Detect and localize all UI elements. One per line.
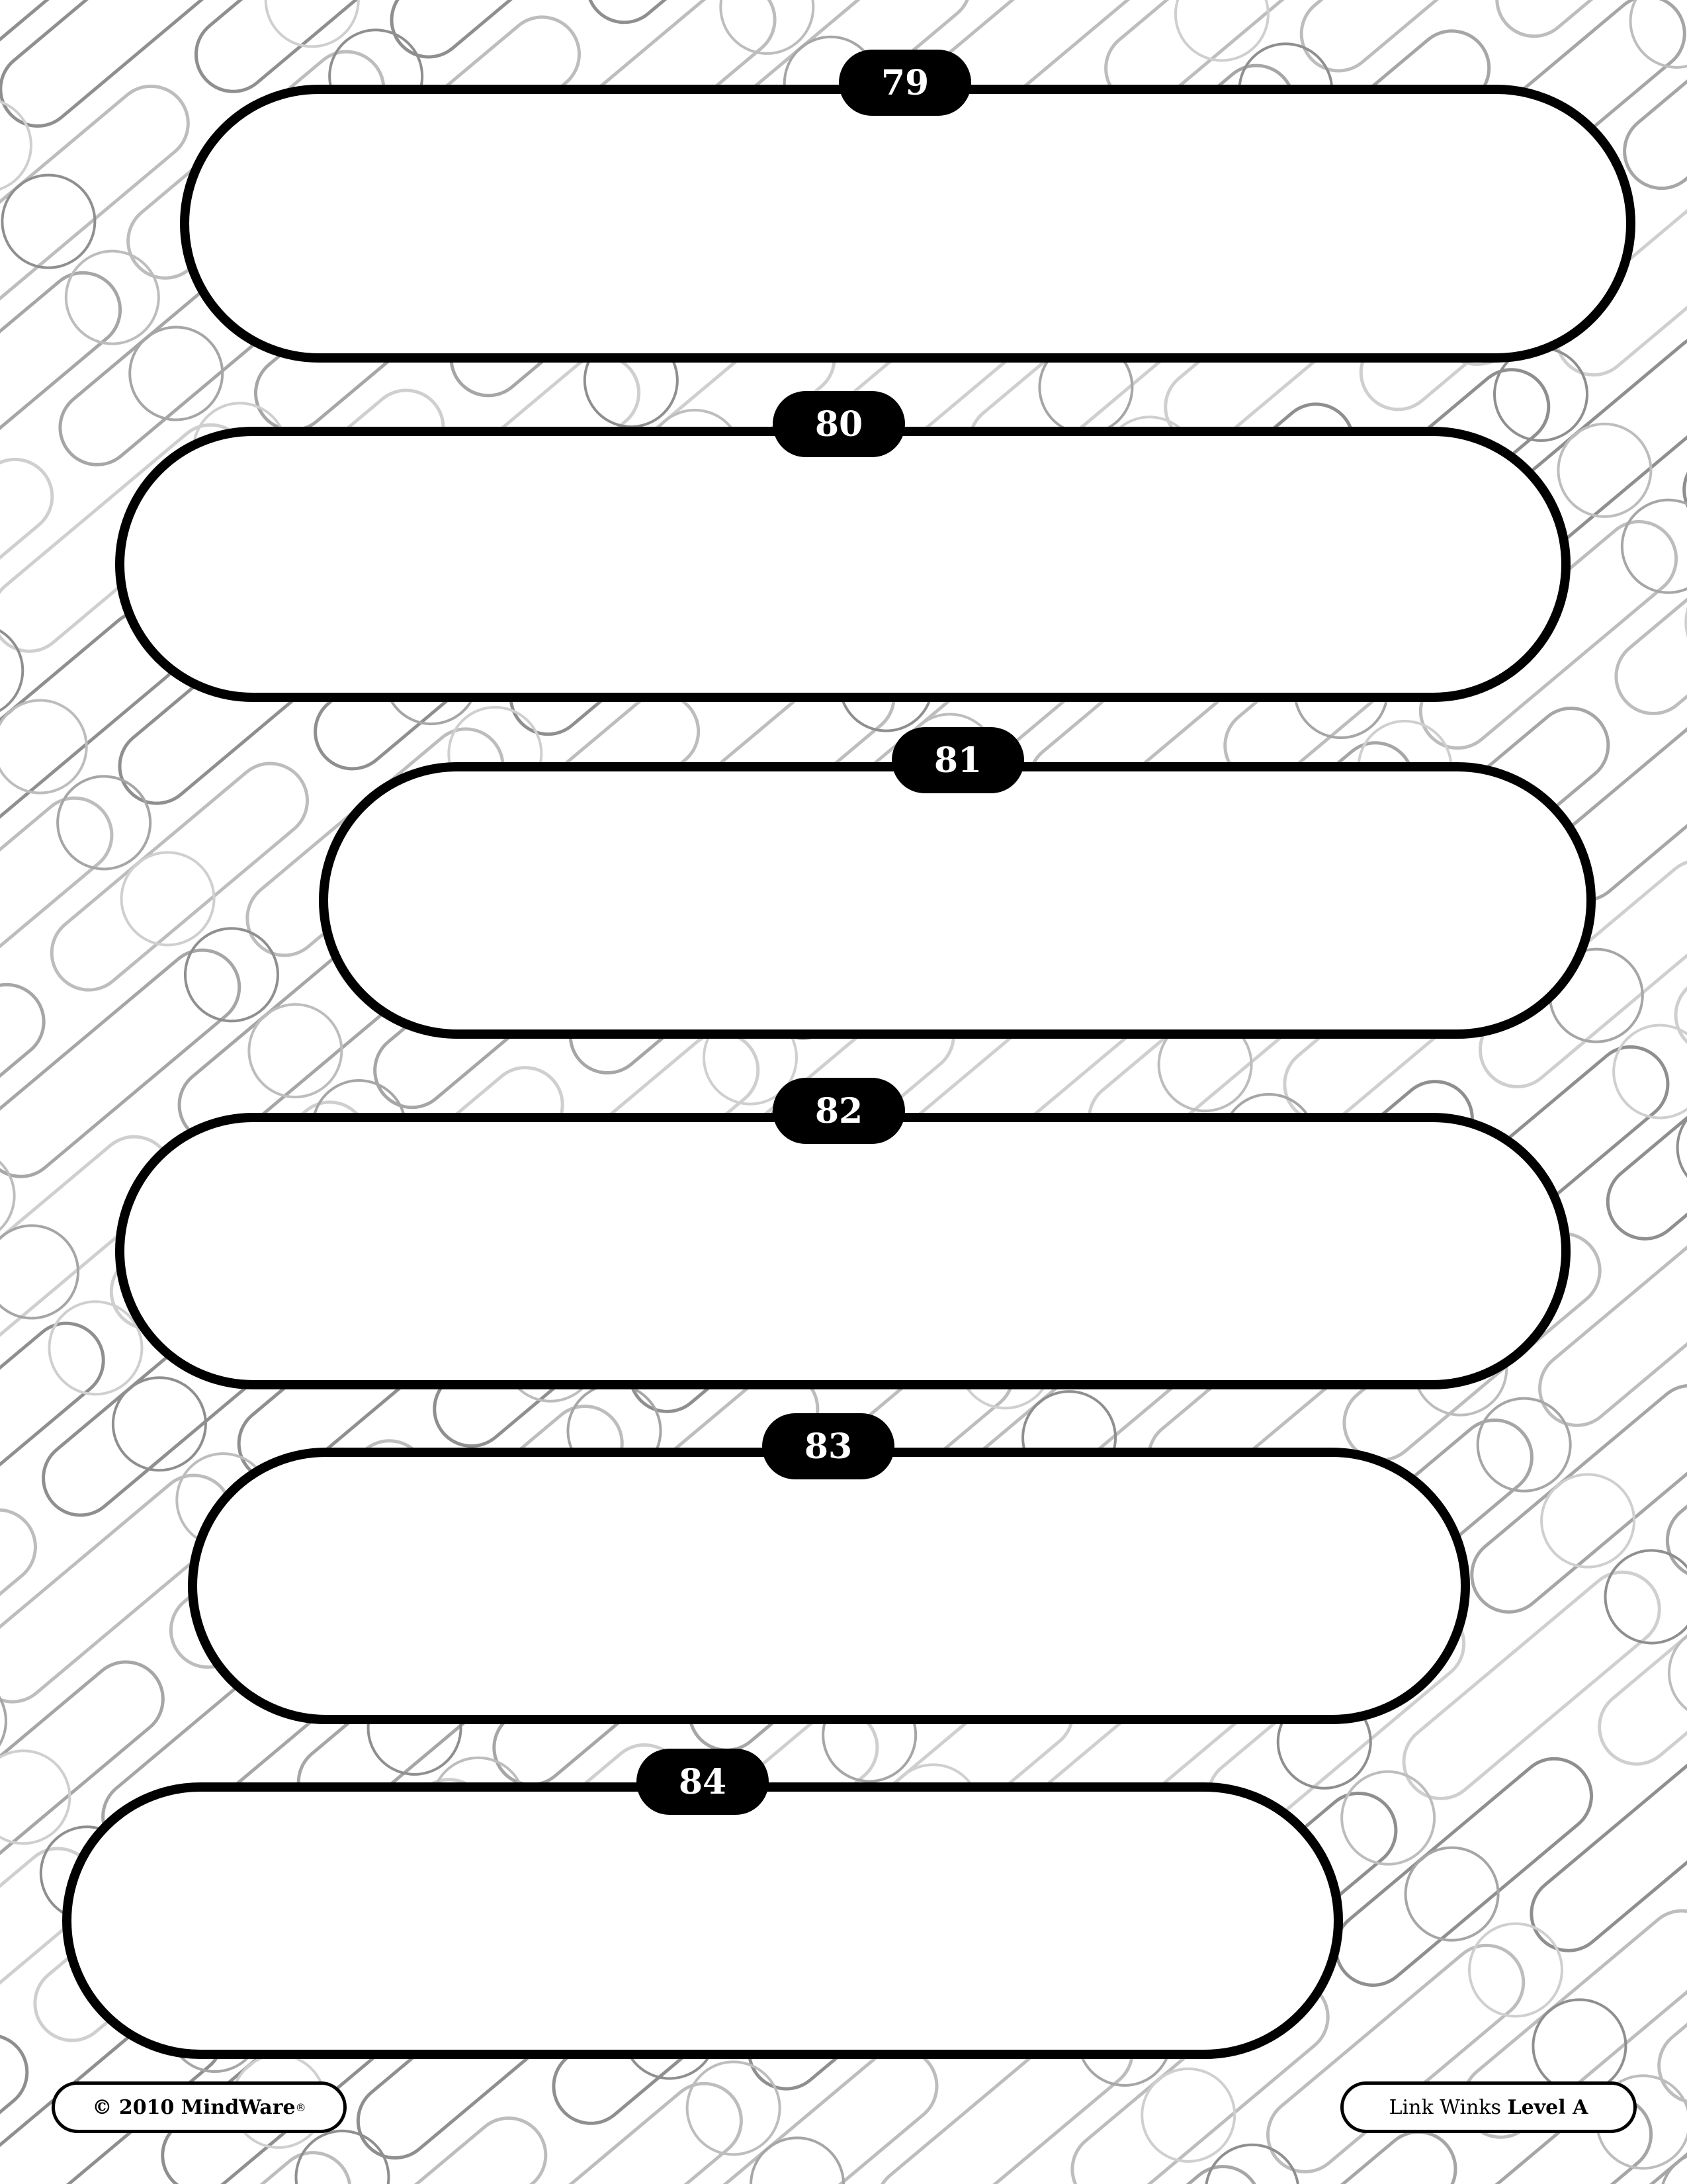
level-label: Level A bbox=[1507, 2095, 1588, 2119]
puzzle-84-card bbox=[62, 1782, 1343, 2059]
puzzle-number-badge: 83 bbox=[762, 1413, 894, 1479]
puzzle-number-badge: 84 bbox=[636, 1749, 769, 1815]
puzzle-79-card bbox=[180, 85, 1635, 363]
puzzle-83-card bbox=[188, 1448, 1470, 1724]
registered-mark: ® bbox=[295, 2101, 306, 2114]
book-level-box bbox=[1340, 2081, 1637, 2133]
puzzle-number-badge: 80 bbox=[773, 391, 905, 457]
puzzle-82-card bbox=[115, 1113, 1571, 1389]
book-title: Link Winks bbox=[1389, 2095, 1501, 2119]
copyright-text: © 2010 MindWare bbox=[92, 2095, 296, 2119]
puzzle-80-card bbox=[115, 427, 1571, 702]
puzzle-number-badge: 82 bbox=[773, 1078, 905, 1144]
puzzle-number-badge: 81 bbox=[892, 727, 1024, 793]
puzzle-81-card bbox=[319, 762, 1596, 1039]
puzzle-number-badge: 79 bbox=[839, 50, 971, 116]
copyright-box bbox=[52, 2081, 347, 2133]
